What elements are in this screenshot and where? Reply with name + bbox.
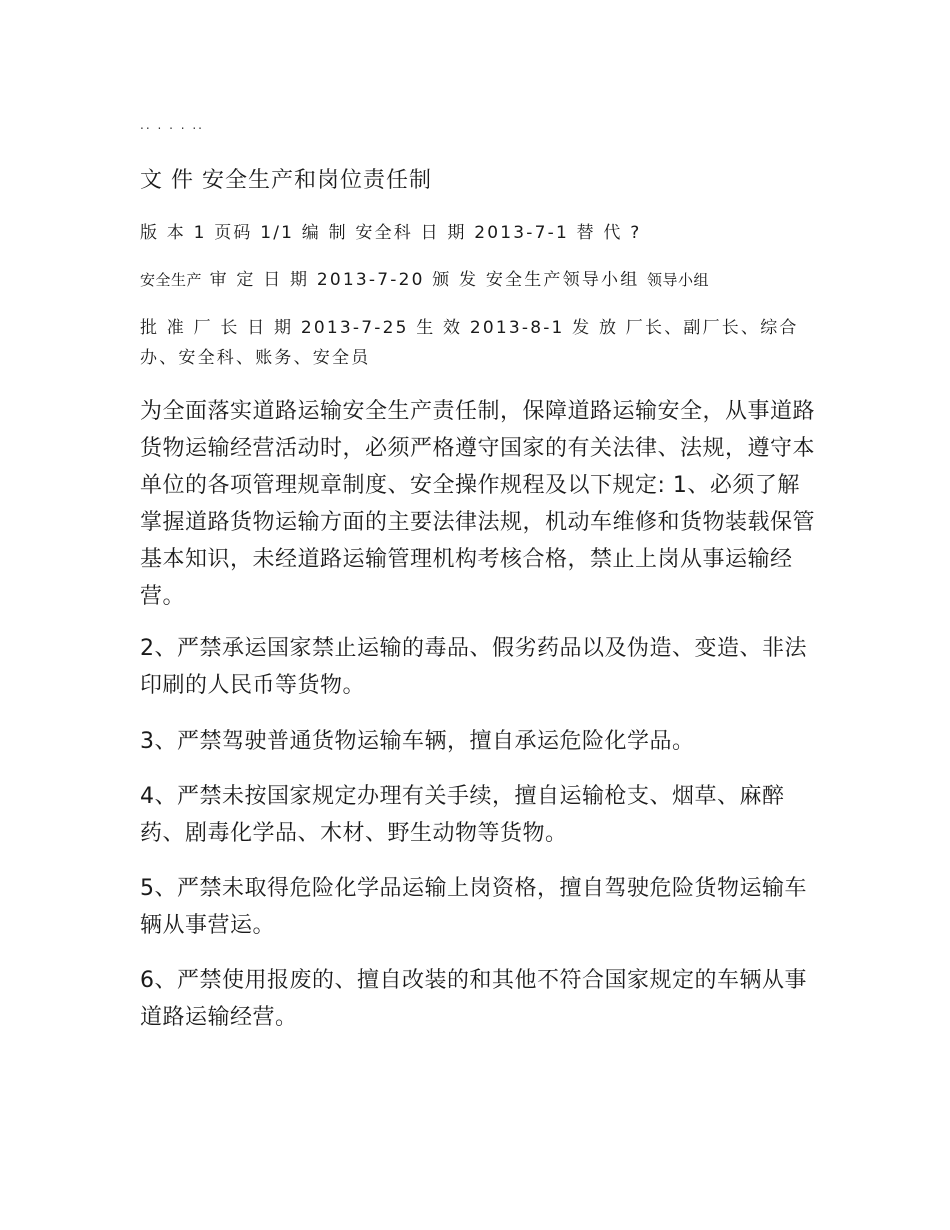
meta-review-suffix: 领导小组 <box>647 271 710 289</box>
paragraph-item-4: 4、严禁未按国家规定办理有关手续，擅自运输枪支、烟草、麻醉药、剧毒化学品、木材、野生动物等货物。 <box>140 784 785 846</box>
meta-line-version: 版 本 1 页码 1/1 编 制 安全科 日 期 2013-7-1 替 代 ? <box>140 223 642 243</box>
paragraph-item-2: 2、严禁承运国家禁止运输的毒品、假劣药品以及伪造、变造、非法印刷的人民币等货物。 <box>140 636 807 698</box>
meta-review-text: 审 定 日 期 2013-7-20 颁 发 安全生产领导小组 <box>202 270 648 290</box>
header-dots: .. . . . .. <box>140 118 204 132</box>
paragraph-item-5: 5、严禁未取得危险化学品运输上岗资格，擅自驾驶危险货物运输车辆从事营运。 <box>140 876 807 938</box>
meta-line-approval: 批 准 厂 长 日 期 2013-7-25 生 效 2013-8-1 发 放 厂长、副厂长、综合办、安全科、账务、安全员 <box>140 318 799 368</box>
paragraph-item-6: 6、严禁使用报废的、擅自改装的和其他不符合国家规定的车辆从事道路运输经营。 <box>140 968 807 1030</box>
document-title: 文 件 安全生产和岗位责任制 <box>140 168 432 193</box>
paragraph-item-3: 3、严禁驾驶普通货物运输车辆，擅自承运危险化学品。 <box>140 729 695 754</box>
paragraph-intro: 为全面落实道路运输安全生产责任制，保障道路运输安全，从事道路货物运输经营活动时，必须严格遵守国家的有关法律、法规，遵守本单位的各项管理规章制度、安全操作规程及以下规定: 1、必须了解掌握道路货物运输方面的主要法律法规，机动车维修和货物装载保管基本知识，未经道路运输管理机构考核合格，禁止上岗从事运输经营。 <box>140 399 816 609</box>
meta-line-review <box>140 265 709 290</box>
meta-review-prefix: 安全生产 <box>140 271 203 289</box>
